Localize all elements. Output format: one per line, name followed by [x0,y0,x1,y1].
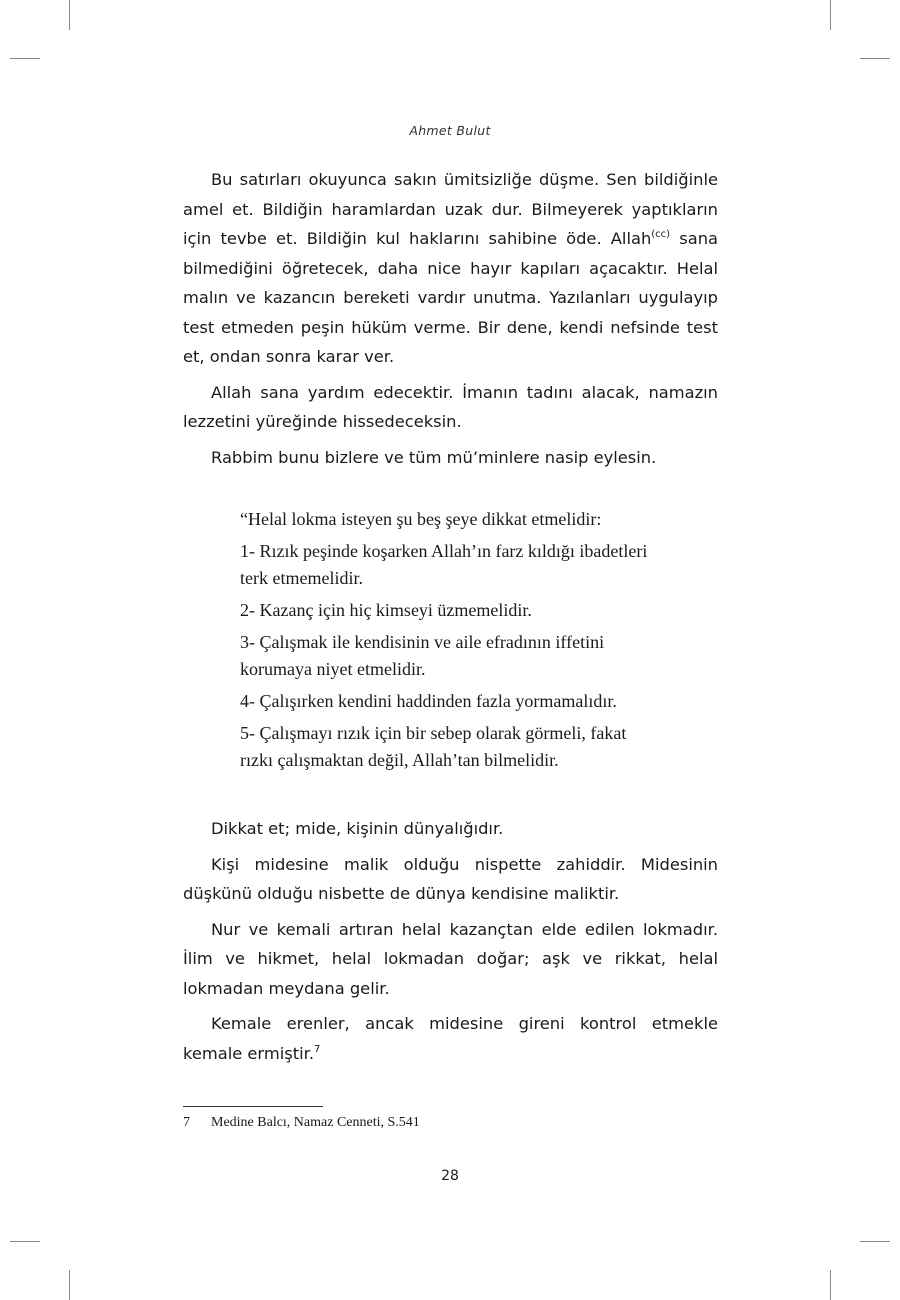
quote-item: 3- Çalışmak ile kendisinin ve aile efradının iffetini korumaya niyet etmelidir. [240,632,605,679]
quote-item: 1- Rızık peşinde koşarken Allah’ın farz kıldığı ibadetleri terk etmemelidir. [240,541,648,588]
footnote-ref[interactable]: 7 [314,1043,321,1055]
footnote-divider [183,1106,323,1107]
crop-mark [69,1270,70,1300]
page-number: 28 [441,1168,459,1184]
paragraph: Bu satırları okuyunca sakın ümitsizliğe düşme. Sen bildiğinle amel et. Bildiğin haramlardan uzak dur. Bilmeyerek yaptıkların için tevbe et. Bildiğin kul haklarını sahibine öde. Allah$^{(cc)}$ sana bilmediğini öğretecek, daha nice hayır kapıları açacaktır. Helal malın ve kazancın bereketi vardır unutma. Yazılanları uygulayıp test etmeden peşin hüküm verme. Bir dene, kendi nefsinde test et, ondan sonra karar ver. [183,170,718,366]
running-header: Ahmet Bulut [409,123,491,138]
footnote-text: Medine Balcı, Namaz Cenneti, S.541 [211,1115,420,1130]
superscript: (cc) [651,229,671,240]
quote-intro: “Helal lokma isteyen şu beş şeye dikkat etmelidir: [240,509,602,529]
quote-item: 2- Kazanç için hiç kimseyi üzmemelidir. [240,600,532,620]
paragraph: Kişi midesine malik olduğu nispette zahiddir. Midesinin düşkünü olduğu nisbette de dünya kendisine maliktir. [183,854,718,903]
body-section-1 [183,165,718,472]
crop-mark [69,0,70,30]
crop-mark [10,58,40,59]
crop-mark [830,1270,831,1300]
quote-item: 5- Çalışmayı rızık için bir sebep olarak görmeli, fakat rızkı çalışmaktan değil, Allah’tan bilmelidir. [240,723,627,770]
footnote [183,1115,703,1131]
block-quote [240,506,663,779]
quote-item: 4- Çalışırken kendini haddinden fazla yormamalıdır. [240,691,617,711]
crop-mark [10,1241,40,1242]
paragraph: Rabbim bunu bizlere ve tüm mü’minlere nasip eylesin. [211,447,657,467]
paragraph: Nur ve kemali artıran helal kazançtan elde edilen lokmadır. İlim ve hikmet, helal lokmadan doğar; aşk ve rikkat, helal lokmadan meydana gelir. [183,919,718,998]
crop-mark [860,1241,890,1242]
footnote-number: 7 [183,1115,190,1130]
paragraph: Kemale erenler, ancak midesine gireni kontrol etmekle kemale ermiştir.$^7$ [183,1014,718,1063]
paragraph: Dikkat et; mide, kişinin dünyalığıdır. [211,819,504,838]
body-section-2 [183,814,718,1068]
crop-mark [860,58,890,59]
paragraph: Allah sana yardım edecektir. İmanın tadını alacak, namazın lezzetini yüreğinde hissedeceksin. [183,382,718,431]
crop-mark [830,0,831,30]
